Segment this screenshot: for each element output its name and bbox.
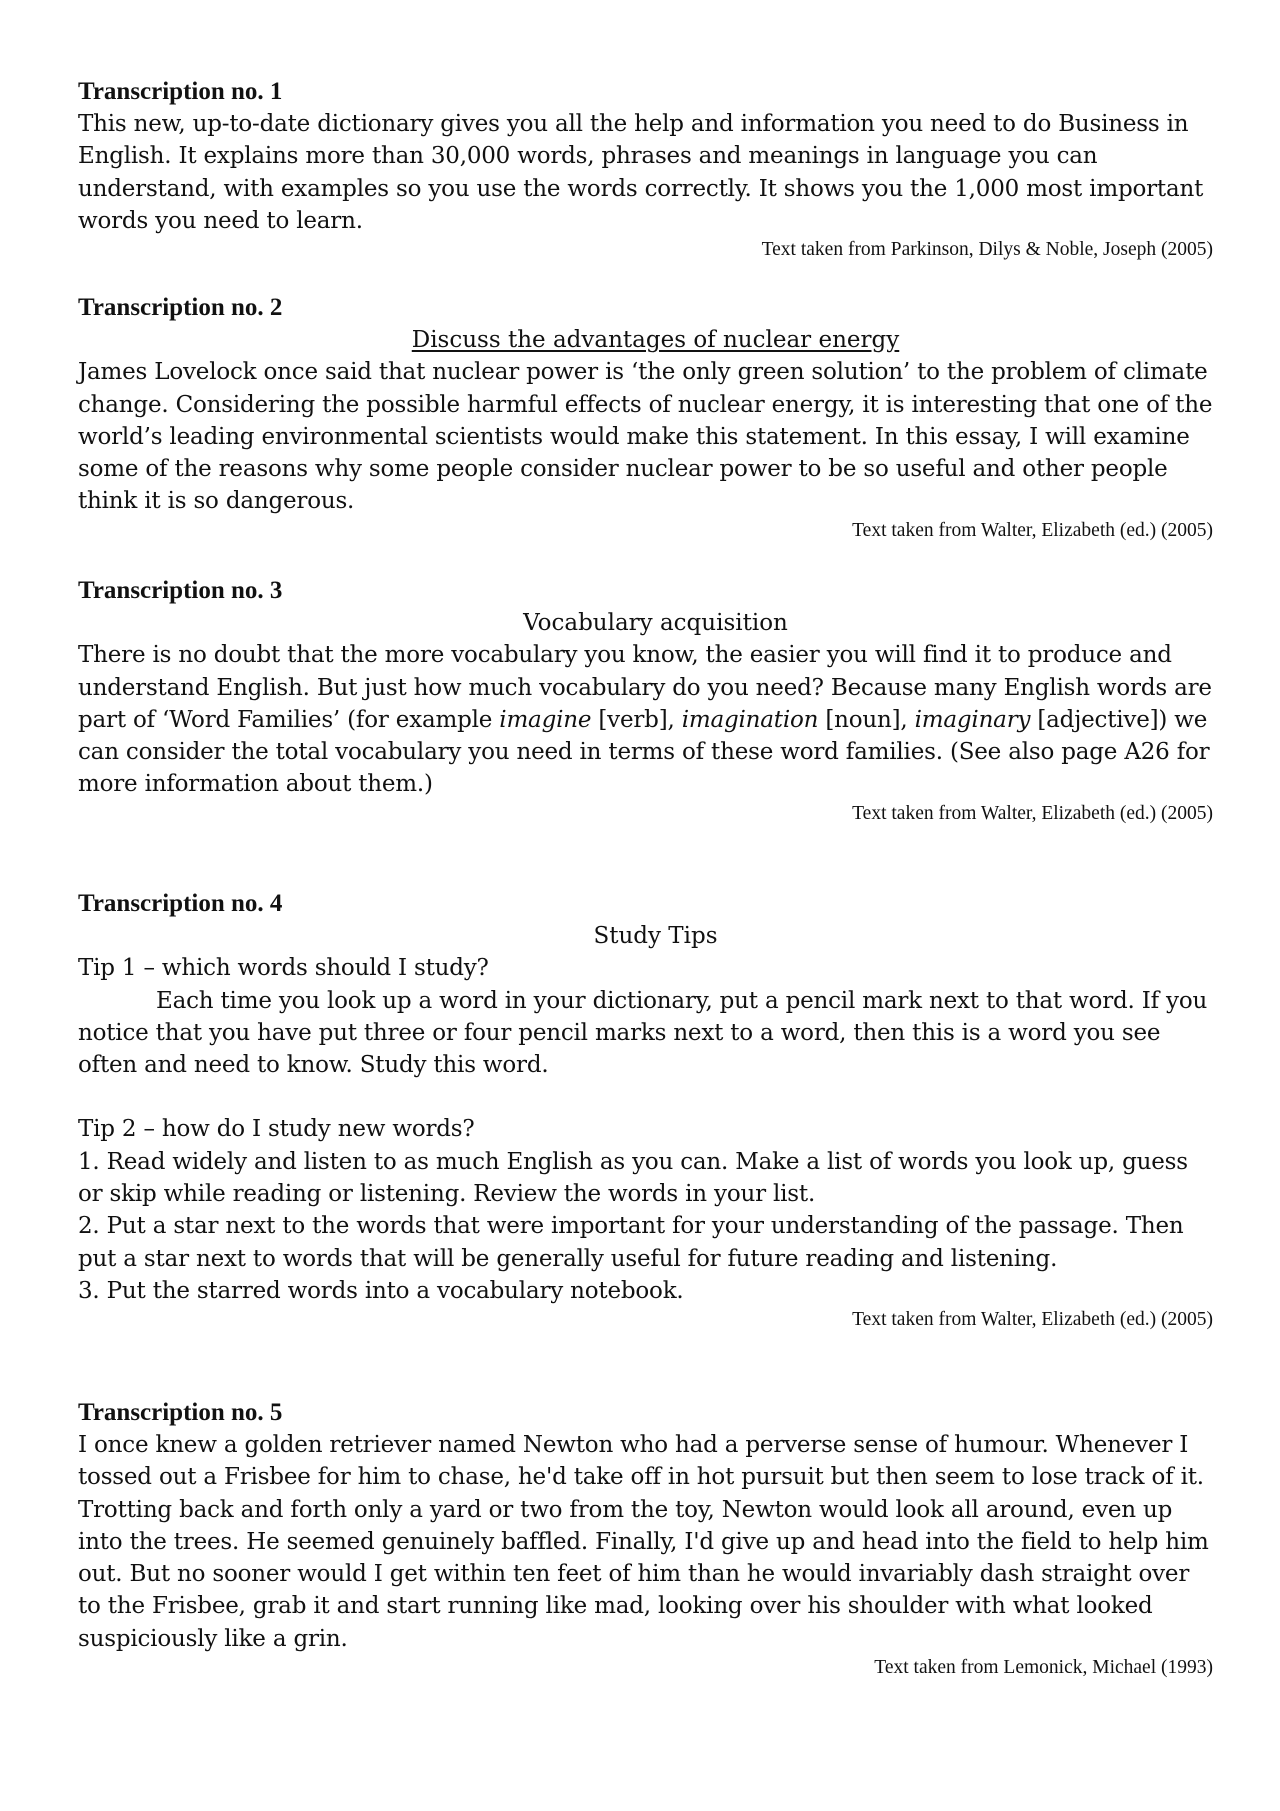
transcription-paragraph: This new, up-to-date dictionary gives you all the help and information you need to do Business in English. It explains more than 30,000 words, phrases and meanings in language you can understand, with examples so you use the words correctly. It shows you the 1,000 most important words you need to learn. [78, 111, 1204, 234]
paragraph-text: [adjective]) we can consider the total vocabulary you need in terms of these word families. (See also page A26 for more information about them.) [78, 706, 1210, 798]
source-citation: Text taken from Walter, Elizabeth (ed.) (2005) [852, 1309, 1213, 1331]
paragraph-text: There is no doubt that the more vocabulary you know, the easier you will find it to produce and understand English. But just how much vocabulary do you need? Because many English words are part of ‘Word Families’ (for example [78, 642, 1212, 733]
transcription-3 [78, 575, 1213, 827]
source-citation: Text taken from Walter, Elizabeth (ed.) (2005) [852, 802, 1213, 824]
example-word-verb: imagine [499, 706, 592, 733]
tip-list-item: 3. Put the starred words into a vocabulary notebook. [78, 1277, 684, 1304]
section-title: Study Tips [593, 923, 718, 949]
source-citation: Text taken from Walter, Elizabeth (ed.) (2005) [852, 519, 1213, 541]
transcription-paragraph [78, 639, 1213, 800]
transcription-paragraph: I once knew a golden retriever named Newton who had a perverse sense of humour. Whenever I tossed out a Frisbee for him to chase, he'd take off in hot pursuit but then seem to lose track of it. Trotting back and forth only a yard or two from the toy, Newton would look all around, even up into the trees. He seemed genuinely baffled. Finally, I'd give up and head into the field to help him out. But no sooner would I get within ten feet of him than he would invariably dash straight over to the Frisbee, grab it and start running like mad, looking over his shoulder with what looked suspiciously like a grin. [78, 1432, 1209, 1652]
transcription-5 [78, 1397, 1213, 1681]
transcription-heading: Transcription no. 4 [78, 890, 283, 917]
transcription-4 [78, 888, 1213, 1333]
transcription-heading: Transcription no. 1 [78, 78, 283, 105]
tip-list-item: 2. Put a star next to the words that were important for your understanding of the passage. Then put a star next to words that will be generally useful for future reading and listening. [78, 1213, 1184, 1272]
tip-heading: Tip 1 – which words should I study? [78, 955, 489, 982]
example-word-adjective: imaginary [914, 706, 1031, 733]
tip-heading: Tip 2 – how do I study new words? [78, 1116, 475, 1143]
tip-body: Each time you look up a word in your dictionary, put a pencil mark next to that word. If you notice that you have put three or four pencil marks next to a word, then this is a word you see often and need to know. Study this word. [78, 987, 1208, 1079]
tip-list-item: 1. Read widely and listen to as much English as you can. Make a list of words you look up, guess or skip while reading or listening. Review the words in your list. [78, 1148, 1188, 1208]
transcription-1 [78, 76, 1213, 263]
paragraph-text: [noun], [818, 706, 915, 733]
transcription-2 [78, 292, 1213, 544]
transcription-paragraph: James Lovelock once said that nuclear power is ‘the only green solution’ to the problem of climate change. Considering the possible harmful effects of nuclear energy, it is interesting that one of the world’s leading environmental scientists would make this statement. In this essay, I will examine some of the reasons why some people consider nuclear power to be so useful and other people think it is so dangerous. [78, 359, 1213, 515]
source-citation: Text taken from Lemonick, Michael (1993) [874, 1657, 1213, 1679]
spacer [78, 1081, 1213, 1113]
essay-title: Discuss the advantages of nuclear energy [411, 327, 900, 353]
source-citation: Text taken from Parkinson, Dilys & Noble, Joseph (2005) [761, 239, 1213, 261]
transcription-heading: Transcription no. 3 [78, 577, 283, 604]
transcription-heading: Transcription no. 5 [78, 1399, 283, 1426]
section-title: Vocabulary acquisition [523, 610, 788, 636]
paragraph-text: [verb], [591, 706, 682, 733]
transcription-heading: Transcription no. 2 [78, 294, 283, 321]
example-word-noun: imagination [681, 706, 819, 733]
